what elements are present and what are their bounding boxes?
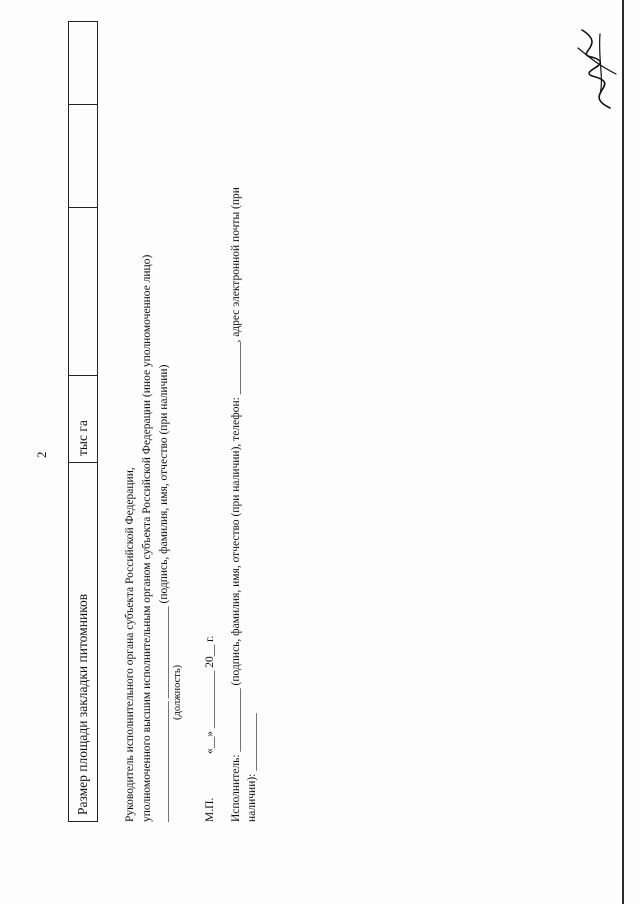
stamp-mark: М.П.	[204, 797, 216, 822]
executor-line-2: наличии): __________	[246, 713, 258, 822]
page-number: 2	[34, 451, 49, 458]
table-cell-empty	[69, 22, 98, 105]
position-blank: _____________________	[158, 701, 170, 822]
table-cell-unit: тыс га	[69, 376, 98, 463]
head-line-1: Руководитель исполнительного органа субъекта Российской Федерации,	[124, 467, 136, 822]
head-line-2: уполномоченного высшим исполнительным органом субъекта Российской Федерации (иное уполномоченное лицо)	[141, 254, 153, 822]
date-line: «__» __________ 20__ г.	[204, 635, 216, 754]
table-cell-empty	[69, 208, 98, 376]
table-cell-empty	[69, 105, 98, 208]
nursery-area-table	[68, 21, 98, 822]
position-caption: (должность)	[172, 664, 183, 720]
executor-line-1: Исполнитель: ___________ (подпись, фамилия, имя, отчество (при наличии), телефон: _________, адрес электронной почты (при	[230, 187, 242, 822]
table-cell-label: Размер площади закладки питомников	[69, 463, 98, 822]
handwritten-signature-icon	[570, 24, 630, 114]
head-line-3	[158, 365, 170, 822]
signature-blank: ________________	[158, 606, 170, 699]
signature-caption: (подпись, фамилия, имя, отчество (при наличии)	[158, 364, 170, 604]
table-row	[69, 22, 98, 822]
